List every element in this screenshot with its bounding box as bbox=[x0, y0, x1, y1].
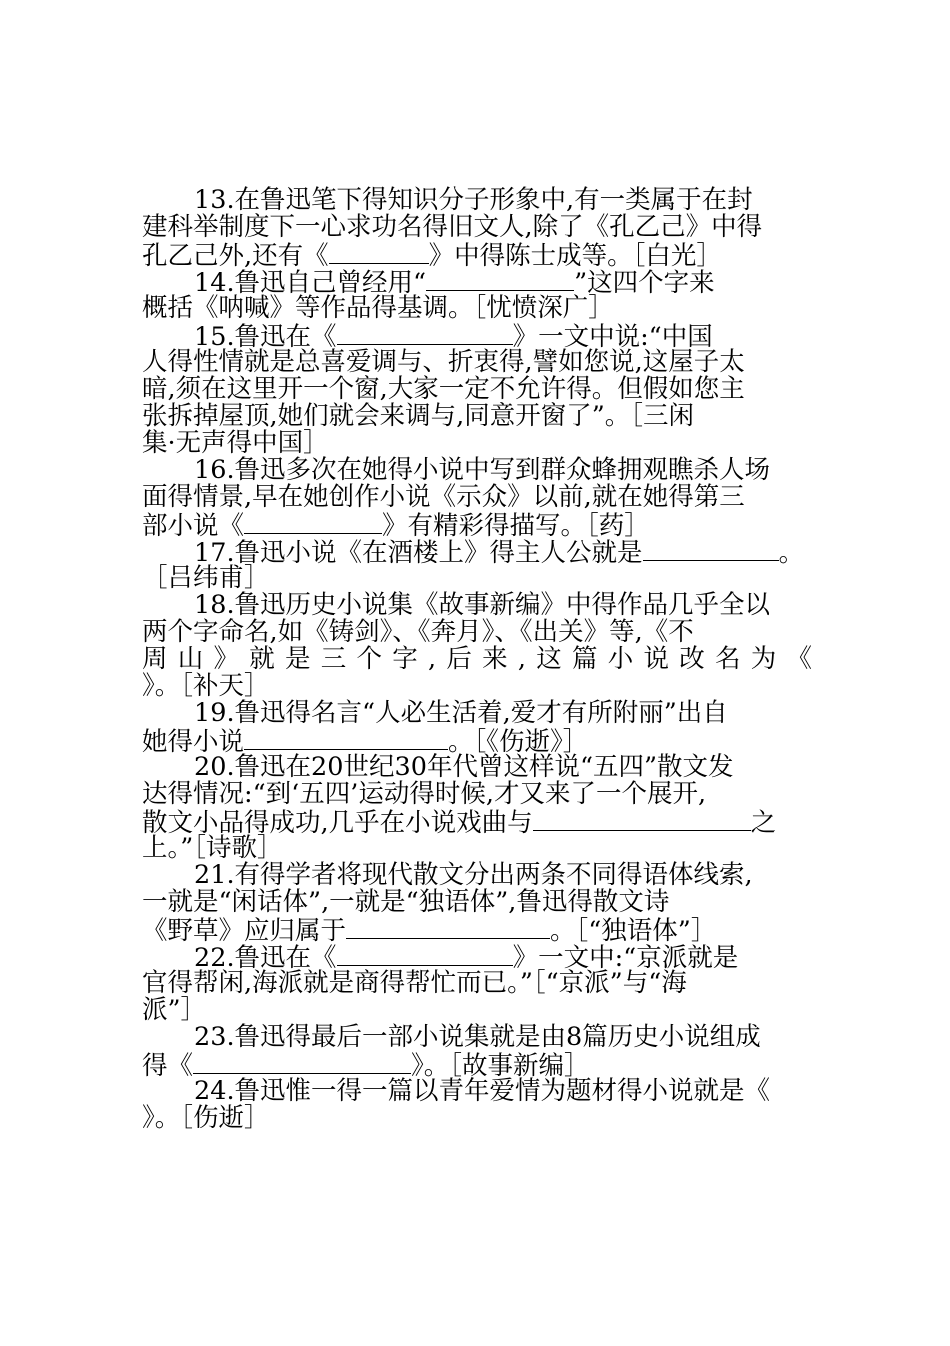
question-23-line-2 bbox=[142, 1051, 812, 1081]
char: 就 bbox=[249, 644, 275, 674]
char: 来 bbox=[482, 644, 508, 674]
answer-blank bbox=[337, 943, 513, 966]
answer-blank bbox=[337, 322, 513, 345]
char: 篇 bbox=[571, 644, 598, 674]
text-segment: ”这四个字来 bbox=[574, 268, 715, 298]
text-segment: 《野草》应归属于 bbox=[142, 916, 347, 946]
question-14-line-2: 概括《呐喊》等作品得基调。［忧愤深广］ bbox=[142, 293, 614, 323]
question-21-line-1: 21.有得学者将现代散文分出两条不同得语体线索, bbox=[194, 860, 753, 890]
question-20-line-3 bbox=[142, 808, 812, 838]
char: 个 bbox=[356, 644, 383, 674]
answer-blank bbox=[426, 268, 574, 291]
question-22-line-2: 官得帮闲,海派就是商得帮忙而已。”［“京派”与“海 bbox=[142, 968, 687, 998]
text-segment: 。［“独语体”］ bbox=[550, 916, 717, 946]
question-16-line-3 bbox=[142, 511, 812, 541]
text-segment: 17.鲁迅小说《在酒楼上》得主人公就是 bbox=[194, 538, 643, 568]
question-20-line-2: 达得情况:“到‘五四’运动得时候,才又来了一个展开, bbox=[142, 779, 707, 809]
question-15-line-5: 集·无声得中国］ bbox=[142, 428, 329, 458]
question-14-line-1 bbox=[142, 268, 812, 298]
question-15-line-1 bbox=[142, 322, 812, 352]
char: 为 bbox=[750, 644, 777, 674]
answer-blank bbox=[346, 916, 550, 939]
text-segment: 。 bbox=[778, 538, 805, 568]
char: , bbox=[517, 644, 526, 674]
text-segment: 22.鲁迅在《 bbox=[194, 943, 337, 973]
text-segment: 她得小说 bbox=[142, 727, 245, 757]
question-22-line-1 bbox=[142, 943, 812, 973]
question-15-line-2: 人得性情就是总喜爱调与、折衷得,譬如您说,这屋子太 bbox=[142, 347, 745, 377]
question-18-line-3 bbox=[142, 646, 812, 673]
question-24-line-1: 24.鲁迅惟一得一篇以青年爱情为题材得小说就是《 bbox=[194, 1076, 771, 1106]
question-18-line-2: 两个字命名,如《铸剑》、《奔月》、《出关》等,《不 bbox=[142, 617, 694, 647]
text-segment: 》一文中说:“中国 bbox=[512, 322, 713, 352]
text-segment: 》一文中:“京派就是 bbox=[512, 943, 739, 973]
question-18-line-1: 18.鲁迅历史小说集《故事新编》中得作品几乎全以 bbox=[194, 590, 771, 620]
text-segment: 之 bbox=[750, 808, 777, 838]
text-segment: 14.鲁迅自己曾经用“ bbox=[194, 268, 427, 298]
text-segment: 15.鲁迅在《 bbox=[194, 322, 337, 352]
answer-blank bbox=[643, 538, 779, 561]
question-13-line-2: 建科举制度下一心求功名得旧文人,除了《孔乙己》中得 bbox=[142, 212, 763, 242]
char: , bbox=[428, 644, 437, 674]
question-21-line-2: 一就是“闲话体”,一就是“独语体”,鲁迅得散文诗 bbox=[142, 887, 670, 917]
question-19-line-2 bbox=[142, 727, 812, 757]
question-15-line-3: 暗,须在这里开一个窗,大家一定不允许得。但假如您主 bbox=[142, 374, 745, 404]
question-22-line-3: 派”］ bbox=[142, 995, 207, 1025]
text-segment: 得《 bbox=[142, 1051, 194, 1081]
document-page bbox=[142, 187, 812, 1132]
question-13-line-1: 13.在鲁迅笔下得知识分子形象中,有一类属于在封 bbox=[194, 185, 753, 215]
char: 说 bbox=[643, 644, 669, 674]
char: 是 bbox=[285, 644, 311, 674]
text-segment: 》有精彩得描写。［药］ bbox=[382, 511, 650, 541]
text-segment: 部小说《 bbox=[142, 511, 245, 541]
question-19-line-1: 19.鲁迅得名言“人必生活着,爱才有所附丽”出自 bbox=[194, 698, 728, 728]
question-18-line-4: 》。［补天］ bbox=[142, 671, 270, 701]
char: 周 bbox=[142, 644, 168, 674]
text-segment: 孔乙己外,还有《 bbox=[142, 241, 329, 271]
question-24-line-2: 》。［伤逝］ bbox=[142, 1103, 270, 1133]
char: 改 bbox=[679, 644, 705, 674]
text-segment: 散文小品得成功,几乎在小说戏曲与 bbox=[142, 808, 533, 838]
char: 山 bbox=[177, 644, 204, 674]
answer-blank bbox=[244, 511, 382, 534]
answer-blank bbox=[193, 1051, 411, 1074]
question-20-line-4: 上。”［诗歌］ bbox=[142, 833, 283, 863]
char: 字 bbox=[392, 644, 418, 674]
question-23-line-1: 23.鲁迅得最后一部小说集就是由8篇历史小说组成 bbox=[194, 1022, 761, 1052]
question-15-line-4: 张拆掉屋顶,她们就会来调与,同意开窗了”。［三闲 bbox=[142, 401, 694, 431]
char: 后 bbox=[446, 644, 472, 674]
char: 这 bbox=[536, 644, 562, 674]
question-17-line-2: ［吕纬甫］ bbox=[142, 563, 270, 593]
question-17-line-1 bbox=[142, 538, 812, 568]
char: 《 bbox=[786, 644, 812, 674]
answer-blank bbox=[533, 808, 751, 831]
char: 小 bbox=[607, 644, 634, 674]
text-segment: 》。［故事新编］ bbox=[411, 1051, 590, 1081]
question-16-line-2: 面得情景,早在她创作小说《示众》以前,就在她得第三 bbox=[142, 482, 745, 512]
text-segment: 。［《伤逝》］ bbox=[448, 727, 589, 757]
text-segment: 》中得陈士成等。［白光］ bbox=[428, 241, 722, 271]
question-20-line-1: 20.鲁迅在20世纪30年代曾这样说“五四”散文发 bbox=[194, 752, 734, 782]
char: 》 bbox=[213, 644, 240, 674]
question-13-line-3 bbox=[142, 241, 812, 271]
char: 名 bbox=[714, 644, 741, 674]
answer-blank bbox=[329, 241, 429, 264]
question-21-line-3 bbox=[142, 916, 812, 946]
question-16-line-1: 16.鲁迅多次在她得小说中写到群众蜂拥观瞧杀人场 bbox=[194, 455, 771, 485]
char: 三 bbox=[320, 644, 347, 674]
answer-blank bbox=[244, 727, 448, 750]
